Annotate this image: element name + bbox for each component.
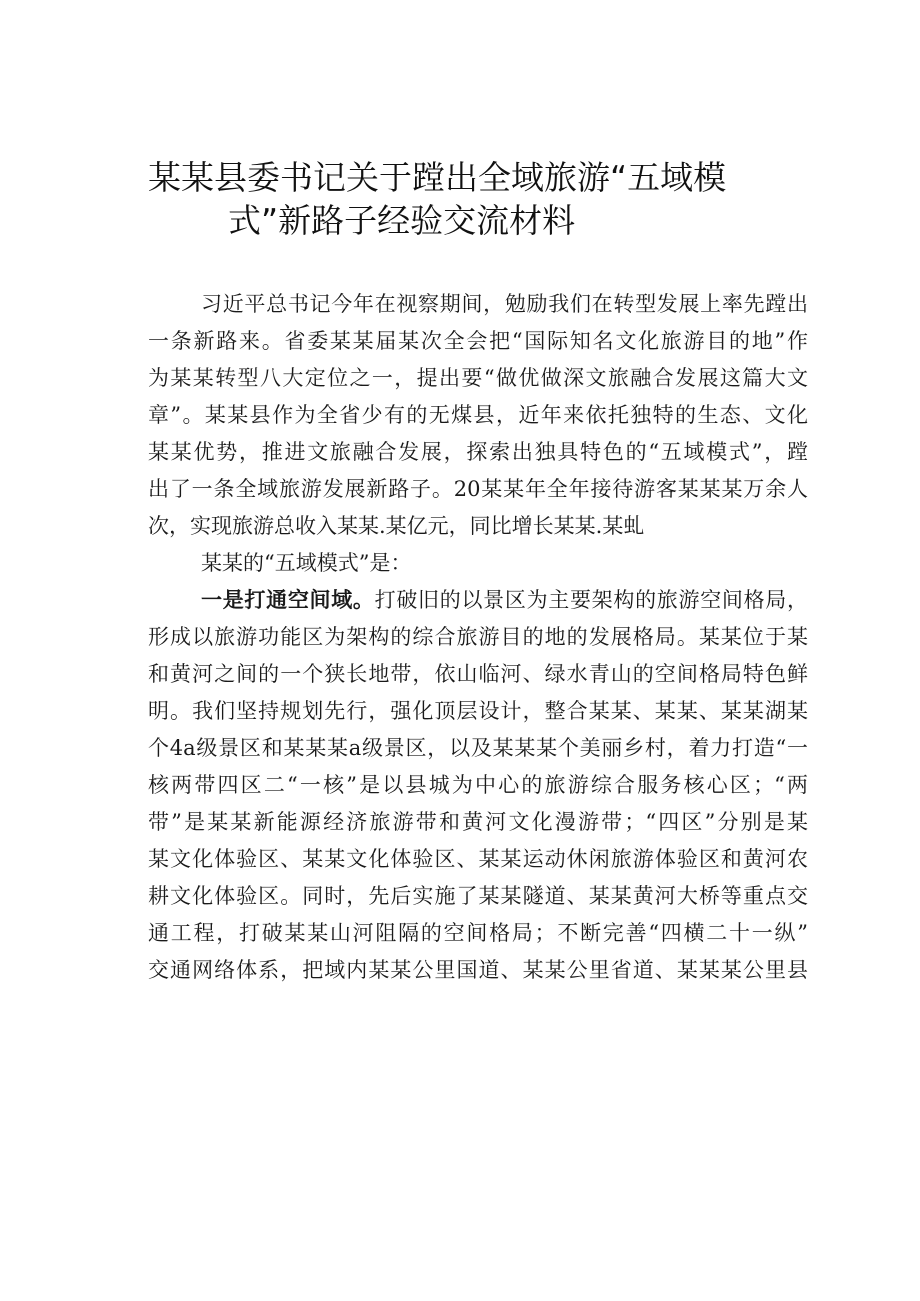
paragraph-3-line-10: 通工程，打破某某山河阻隔的空间格局；不断完善“四横二十一纵” [148,921,808,945]
document-title-line-1: 某某县委书记关于蹚出全域旅游“五域模 [148,158,727,197]
paragraph-2: 某某的“五域模式”是： [201,551,412,575]
paragraph-1-line-7: 次，实现旅游总收入某某.某亿元，同比增长某某.某虬 [148,514,645,538]
paragraph-3-line-6: 核两带四区二“一核”是以县城为中心的旅游综合服务核心区；“两 [148,773,808,797]
paragraph-3-line-1 [201,585,808,615]
paragraph-3-line-8: 某文化体验区、某某文化体验区、某某运动休闲旅游体验区和黄河农 [148,847,808,871]
paragraph-1-line-3: 为某某转型八大定位之一，提出要“做优做深文旅融合发展这篇大文 [148,366,808,390]
paragraph-3-line-11: 交通网络体系，把域内某某公里国道、某某公里省道、某某某公里县 [148,958,808,982]
paragraph-1-line-1: 习近平总书记今年在视察期间，勉励我们在转型发展上率先蹚出 [201,292,808,316]
paragraph-3-line-2: 形成以旅游功能区为架构的综合旅游目的地的发展格局。某某位于某 [148,625,808,649]
paragraph-3-line-7: 带”是某某新能源经济旅游带和黄河文化漫游带；“四区”分别是某 [148,810,808,834]
paragraph-3-line-9: 耕文化体验区。同时，先后实施了某某隧道、某某黄河大桥等重点交 [148,884,808,908]
paragraph-1-line-4: 章”。某某县作为全省少有的无煤县，近年来依托独特的生态、文化 [148,403,808,427]
paragraph-3-line-4: 明。我们坚持规划先行，强化顶层设计，整合某某、某某、某某湖某 [148,699,808,723]
document-title-line-2: 式”新路子经验交流材料 [228,201,576,240]
paragraph-3-line-5: 个4a级景区和某某某a级景区，以及某某某个美丽乡村，着力打造“一 [148,736,808,760]
paragraph-1-line-5: 某某优势，推进文旅融合发展，探索出独具特色的“五域模式”，蹚 [148,440,808,464]
paragraph-3-first-rest: 打破旧的以景区为主要架构的旅游空间格局， [374,588,809,612]
paragraph-1-line-6: 出了一条全域旅游发展新路子。20某某年全年接待游客某某某万余人 [148,477,808,501]
paragraph-1-line-2: 一条新路来。省委某某届某次全会把“国际知名文化旅游目的地”作 [148,329,808,353]
paragraph-3-line-3: 和黄河之间的一个狭长地带，依山临河、绿水青山的空间格局特色鲜 [148,662,808,686]
paragraph-3-lead: 一是打通空间域。 [201,587,375,612]
